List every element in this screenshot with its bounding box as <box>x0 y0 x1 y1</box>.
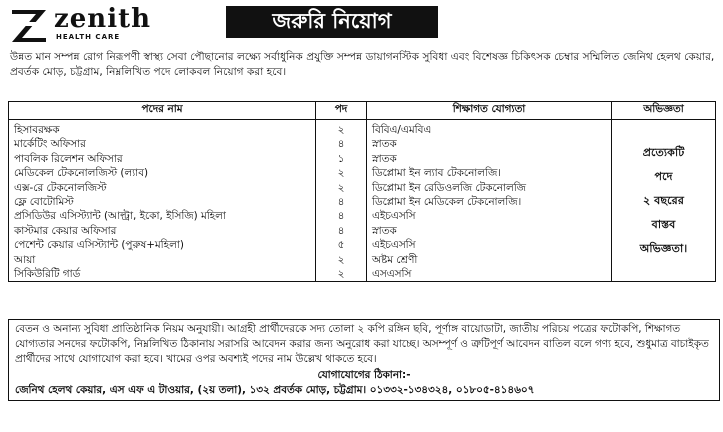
post-count: ২ <box>337 167 345 180</box>
post-name: পেশেন্ট কেয়ার এসিস্ট্যান্ট (পুরুষ+মহিলা) <box>14 239 184 252</box>
header-education: শিক্ষাগত যোগ্যতা <box>367 102 612 120</box>
post-count: ২ <box>337 268 345 281</box>
table-header-row <box>9 102 716 120</box>
post-name: হিসাবরক্ষক <box>14 124 60 136</box>
education: বিবিএ/এমবিএ <box>372 124 432 136</box>
application-instructions <box>8 319 720 401</box>
header-experience: অভিজ্ঞতা <box>612 102 716 120</box>
post-count: ৪ <box>337 196 345 209</box>
post-name: কাস্টমার কেয়ার অফিসার <box>14 224 117 237</box>
page-title: জরুরি নিয়োগ <box>226 6 438 38</box>
post-count: ৪ <box>337 138 345 151</box>
logo-name: zenith <box>54 4 151 34</box>
zenith-logo <box>8 4 178 44</box>
post-name: মেডিকেল টেকনোলজিস্ট (ল্যাব) <box>14 167 149 180</box>
logo-tagline: HEALTH CARE <box>56 33 121 41</box>
post-name: পাবলিক রিলেশন অফিসার <box>14 152 123 165</box>
education-column <box>367 120 612 282</box>
post-count-column <box>316 120 367 282</box>
post-name: মার্কেটিং অফিসার <box>14 138 86 151</box>
contact-address: জেনিথ হেলথ কেয়ার, এস এফ এ টাওয়ার, (২য় তলা), ১৩২ প্রবর্তক মোড়, চট্টগ্রাম। ০১৩৩২-১৩৪৩২৪, ০১৮০৫-৪১৪৬০৭ <box>15 384 535 396</box>
education: ডিপ্লোমা ইন রেডিওলজি টেকনোলজি <box>372 181 526 194</box>
education: স্নাতক <box>372 152 397 165</box>
post-count: ৪ <box>337 224 345 237</box>
post-count: ৪ <box>337 210 345 223</box>
vacancy-table <box>8 101 716 282</box>
experience-text: প্রত্যেকটি <box>642 145 685 159</box>
post-count: ১ <box>337 152 345 165</box>
experience-text: পদে <box>654 169 673 183</box>
experience-cell <box>612 120 716 282</box>
experience-text: বাস্তব <box>651 217 676 231</box>
education: অষ্টম শ্রেণী <box>372 253 418 266</box>
table-body-row <box>9 120 716 282</box>
post-count: ২ <box>337 253 345 266</box>
post-name: ফ্লে বোটোমিস্ট <box>14 196 74 209</box>
education: ডিপ্লোমা ইন মেডিকেল টেকনোলজি। <box>372 196 522 209</box>
education: এসএসসি <box>372 268 412 281</box>
post-name: সিকিউরিটি গার্ড <box>14 268 81 281</box>
post-count: ৫ <box>337 239 345 252</box>
experience-text: ২ বছরের <box>643 193 684 207</box>
vacancy-table-wrapper <box>8 101 716 282</box>
post-name: প্রসিডিউর এসিস্ট্যান্ট (আল্ট্রা, ইকো, ইসিজি) মহিলা <box>14 210 226 223</box>
instructions-text: বেতন ও অনান্য সুবিধা প্রাতিষ্ঠানিক নিয়ম অনুযায়ী। আগ্রহী প্রার্থীদেরকে সদ্য তোলা ২ কপি রঙ্গিন ছবি, পূর্ণাঙ্গ বায়োডাটা, জাতীয় পরিচয় পত্রের ফটোকপি, শিক্ষাগত যোগ্যতার সনদের ফটোকপি, নিম্নলিখিত ঠিকানায় সরাসরি আবেদন করার জন্য অনুরোধ করা যাচ্ছে। অসম্পূর্ণ ও ত্রুটিপূর্ণ আবেদন বাতিল বলে গণ্য হবে, শুধুমাত্র বাচাইকৃত প্রার্থীদের সাথে যোগাযোগ করা হবে। খামের ওপর অবশ্যই পদের নাম উল্লেখ থাকতে হবে। <box>15 323 709 365</box>
post-name: আয়া <box>14 253 36 266</box>
header-post-name: পদের নাম <box>9 102 316 120</box>
education: স্নাতক <box>372 138 397 151</box>
post-count: ২ <box>337 181 345 194</box>
post-name: এক্স-রে টেকনোলজিস্ট <box>14 181 107 194</box>
intro-paragraph: উন্নত মান সম্পন্ন রোগ নিরূপণী স্বাস্থ্য সেবা পৌছানোর লক্ষ্যে সর্বাধুনিক প্রযুক্তি সম্পন্ন ডায়াগনস্টিক সুবিধা এবং বিশেষজ্ঞ চিকিৎসক চেম্বার সম্মিলিত জেনিথ হেলথ কেয়ার, প্রবর্তক মোড়, চট্টগ্রাম, নিম্নলিখিত পদে লোকবল নিয়োগ করা হবে। <box>10 51 715 78</box>
education: এইচএসসি <box>372 239 416 252</box>
education: এইচএসসি <box>372 210 416 223</box>
contact-heading: যোগাযোগের ঠিকানা:- <box>317 369 411 381</box>
zenith-logo-icon <box>8 6 50 42</box>
education: ডিপ্লোমা ইন ল্যাব টেকনোলজি। <box>372 167 502 180</box>
post-count: ২ <box>337 124 345 136</box>
header-post-count: পদ <box>316 102 367 120</box>
education: স্নাতক <box>372 224 397 237</box>
post-name-column <box>9 120 316 282</box>
experience-text: অভিজ্ঞতা। <box>639 241 688 255</box>
